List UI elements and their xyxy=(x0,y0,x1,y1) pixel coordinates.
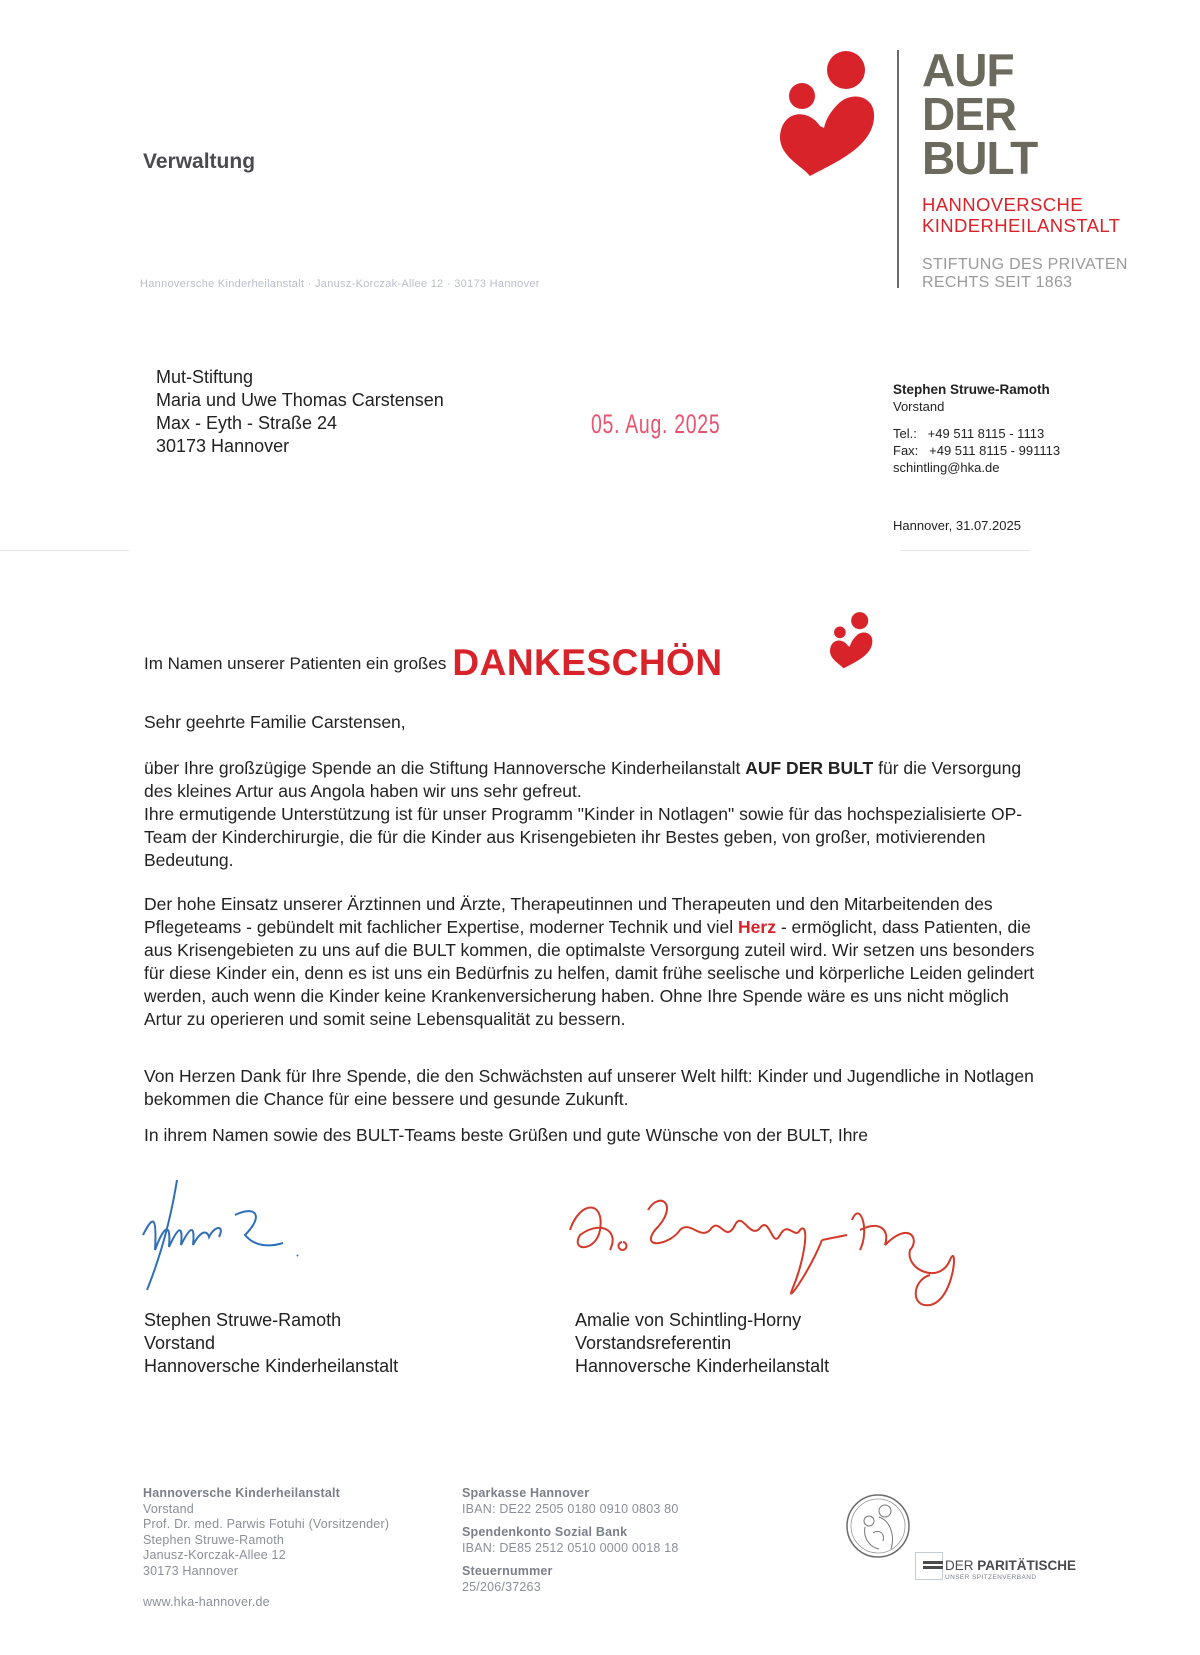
bult-bold: AUF DER BULT xyxy=(745,758,874,778)
paragraph-text: für die Versorgung des kleines Artur aus Angola haben wir uns sehr gefreut. xyxy=(144,758,1022,801)
bank-title: Spendenkonto Sozial Bank xyxy=(462,1525,628,1539)
herz-highlight: Herz xyxy=(738,917,776,937)
fold-mark xyxy=(900,550,1030,551)
paritaet-name: DER PARITÄTISCHE xyxy=(945,1558,1077,1573)
recipient-address xyxy=(156,366,444,458)
signatory-role: Vorstand xyxy=(144,1333,216,1353)
paragraph-3: Von Herzen Dank für Ihre Spende, die den Schwächsten auf unserer Welt hilft: Kinder und Jugendliche in Notlagen bekommen die Chance für eine bessere und gesunde Zukunft. xyxy=(144,1066,1034,1109)
signatory-role: Vorstandsreferentin xyxy=(575,1333,732,1353)
paritaet-bars-icon xyxy=(923,1561,943,1571)
bank-iban: IBAN: DE22 2505 0180 0910 0803 80 xyxy=(462,1501,679,1516)
signatory-org: Hannoversche Kinderheilanstalt xyxy=(144,1356,399,1376)
footer-line: Vorstand xyxy=(143,1501,194,1516)
logo-since-line: RECHTS SEIT 1863 xyxy=(922,274,1073,291)
logo-word-line: DER xyxy=(922,88,1017,140)
medallion-seal-icon xyxy=(845,1493,911,1559)
logo-wordmark xyxy=(922,44,1038,184)
paragraph-text: Der hohe Einsatz unserer Ärztinnen und Ärzte, Therapeutinnen und Therapeuten und den Mitarbeitenden des Pflegeteams - gebündelt mit fachlicher Expertise, moderner Technik und viel xyxy=(144,894,993,937)
logo-since xyxy=(922,256,1128,292)
address-line: Maria und Uwe Thomas Carstensen xyxy=(156,390,444,410)
footer-org-title: Hannoversche Kinderheilanstalt xyxy=(143,1486,341,1500)
footer-org xyxy=(143,1486,389,1611)
department-label: Verwaltung xyxy=(143,150,256,173)
footer-line: 30173 Hannover xyxy=(143,1563,239,1578)
paragraph-text: Ihre ermutigende Unterstützung ist für unser Programm "Kinder in Notlagen" sowie für das hochspezialisierte OP-Team der Kinderchirurgie, die für die Kinder aus Krisengebieten ihr Bestes geben, von großer, motivierenden Bedeutung. xyxy=(144,804,1023,870)
paritaet-tagline: UNSER SPITZENVERBAND xyxy=(945,1574,1037,1581)
logo-word-line: AUF xyxy=(922,44,1014,96)
logo-subtitle-line: HANNOVERSCHE xyxy=(922,194,1084,215)
closing-line: In ihrem Namen sowie des BULT-Teams beste Grüßen und gute Wünsche von der BULT, Ihre xyxy=(144,1125,868,1145)
signatory-1 xyxy=(144,1309,398,1378)
signatory-2 xyxy=(575,1309,829,1378)
place-date: Hannover, 31.07.2025 xyxy=(893,518,1021,533)
contact-tel: Tel.: +49 511 8115 - 1113 xyxy=(893,426,1045,441)
logo-divider xyxy=(897,50,899,288)
logo-word-line: BULT xyxy=(922,132,1038,184)
footer-line: Stephen Struwe-Ramoth xyxy=(143,1532,285,1547)
intro-line xyxy=(144,642,723,684)
contact-role: Vorstand xyxy=(893,399,945,414)
small-heart-icon xyxy=(830,610,875,670)
salutation: Sehr geehrte Familie Carstensen, xyxy=(144,712,406,732)
contact-block xyxy=(893,381,1060,476)
paragraph-text: über Ihre großzügige Spende an die Stiftung Hannoversche Kinderheilanstalt xyxy=(144,758,746,778)
signatory-org: Hannoversche Kinderheilanstalt xyxy=(575,1356,830,1376)
bank-title: Sparkasse Hannover xyxy=(462,1486,590,1500)
logo-subtitle-line: KINDERHEILANSTALT xyxy=(922,215,1121,236)
contact-name: Stephen Struwe-Ramoth xyxy=(893,382,1050,397)
footer-line: Janusz-Korczak-Allee 12 xyxy=(143,1548,286,1562)
dankeschoen-headline: DANKESCHÖN xyxy=(452,642,723,683)
contact-fax: Fax: +49 511 8115 - 991113 xyxy=(893,443,1061,458)
paragraph-text: - ermöglicht, dass Patienten, die aus Krisengebieten zu uns auf die BULT kommen, die optimalste Versorgung zuteil wird. Wir setzen uns besonders für diese Kinder ein, denn es ist uns ein Bedürfnis zu helfen, damit frühe seelische und körperliche Leiden gelindert werden, auch wenn die Kinder keine Krankenversicherung haben. Ohne Ihre Spende wäre es uns nicht möglich Artur zu operieren und somit seine Lebensqualität zu bessern. xyxy=(144,917,1035,1029)
paragraph-2 xyxy=(144,893,1044,1031)
fold-mark xyxy=(0,550,130,551)
contact-email[interactable]: schintling@hka.de xyxy=(893,460,1000,475)
paragraph-1 xyxy=(144,757,1044,872)
logo-since-line: STIFTUNG DES PRIVATEN xyxy=(922,256,1128,273)
address-line: 30173 Hannover xyxy=(156,436,290,456)
footer-bank xyxy=(462,1486,679,1595)
address-line: Max - Eyth - Straße 24 xyxy=(156,413,338,433)
address-line: Mut-Stiftung xyxy=(156,367,254,387)
tax-title: Steuernummer xyxy=(462,1564,553,1578)
bult-heart-logo-icon xyxy=(780,48,880,178)
footer-line: Prof. Dr. med. Parwis Fotuhi (Vorsitzender) xyxy=(143,1517,390,1531)
signatory-name: Amalie von Schintling-Horny xyxy=(575,1310,802,1330)
logo-subtitle xyxy=(922,194,1120,236)
sender-return-line: Hannoversche Kinderheilanstalt · Janusz-Korczak-Allee 12 · 30173 Hannover xyxy=(140,278,540,290)
intro-text: Im Namen unserer Patienten ein großes xyxy=(144,654,447,673)
signature-schintling-horny xyxy=(560,1190,970,1310)
tax-number: 25/206/37263 xyxy=(462,1579,541,1594)
signatory-name: Stephen Struwe-Ramoth xyxy=(144,1310,342,1330)
footer-website-link[interactable]: www.hka-hannover.de xyxy=(143,1595,270,1609)
signature-struwe-ramoth xyxy=(135,1175,375,1295)
received-date-stamp: 05. Aug. 2025 xyxy=(591,409,721,439)
bank-iban: IBAN: DE85 2512 0510 0000 0018 18 xyxy=(462,1540,679,1555)
